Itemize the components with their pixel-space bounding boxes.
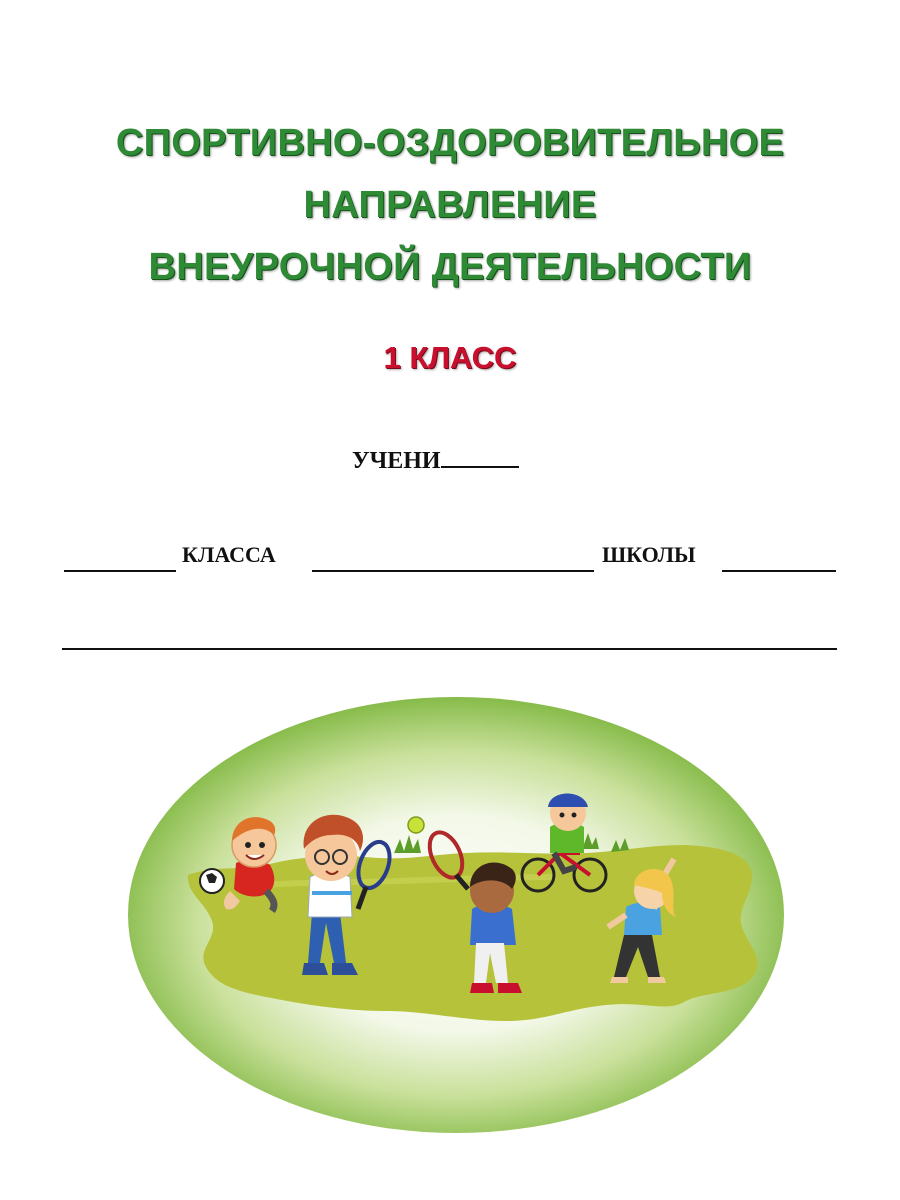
page-title: [0, 112, 900, 298]
sports-illustration: [126, 695, 786, 1135]
school-label: ШКОЛЫ: [602, 542, 696, 567]
student-blank-line[interactable]: [441, 466, 519, 468]
school-number-blank-line[interactable]: [312, 570, 594, 572]
title-line-3: ВНЕУРОЧНОЙ ДЕЯТЕЛЬНОСТИ: [148, 246, 752, 288]
grade-heading: 1 КЛАСС: [383, 340, 517, 375]
student-field: [352, 448, 519, 475]
class-number-blank-line[interactable]: [64, 570, 176, 572]
class-school-row: [64, 542, 836, 576]
title-line-2: НАПРАВЛЕНИЕ: [303, 184, 597, 226]
school-name-blank-line[interactable]: [722, 570, 836, 572]
student-label: УЧЕНИ: [352, 448, 441, 474]
tennis-ball-icon: [408, 817, 424, 833]
title-line-1: СПОРТИВНО-ОЗДОРОВИТЕЛЬНОЕ: [115, 122, 785, 164]
class-label: КЛАССА: [182, 542, 276, 567]
school-extra-blank-line[interactable]: [62, 648, 837, 650]
